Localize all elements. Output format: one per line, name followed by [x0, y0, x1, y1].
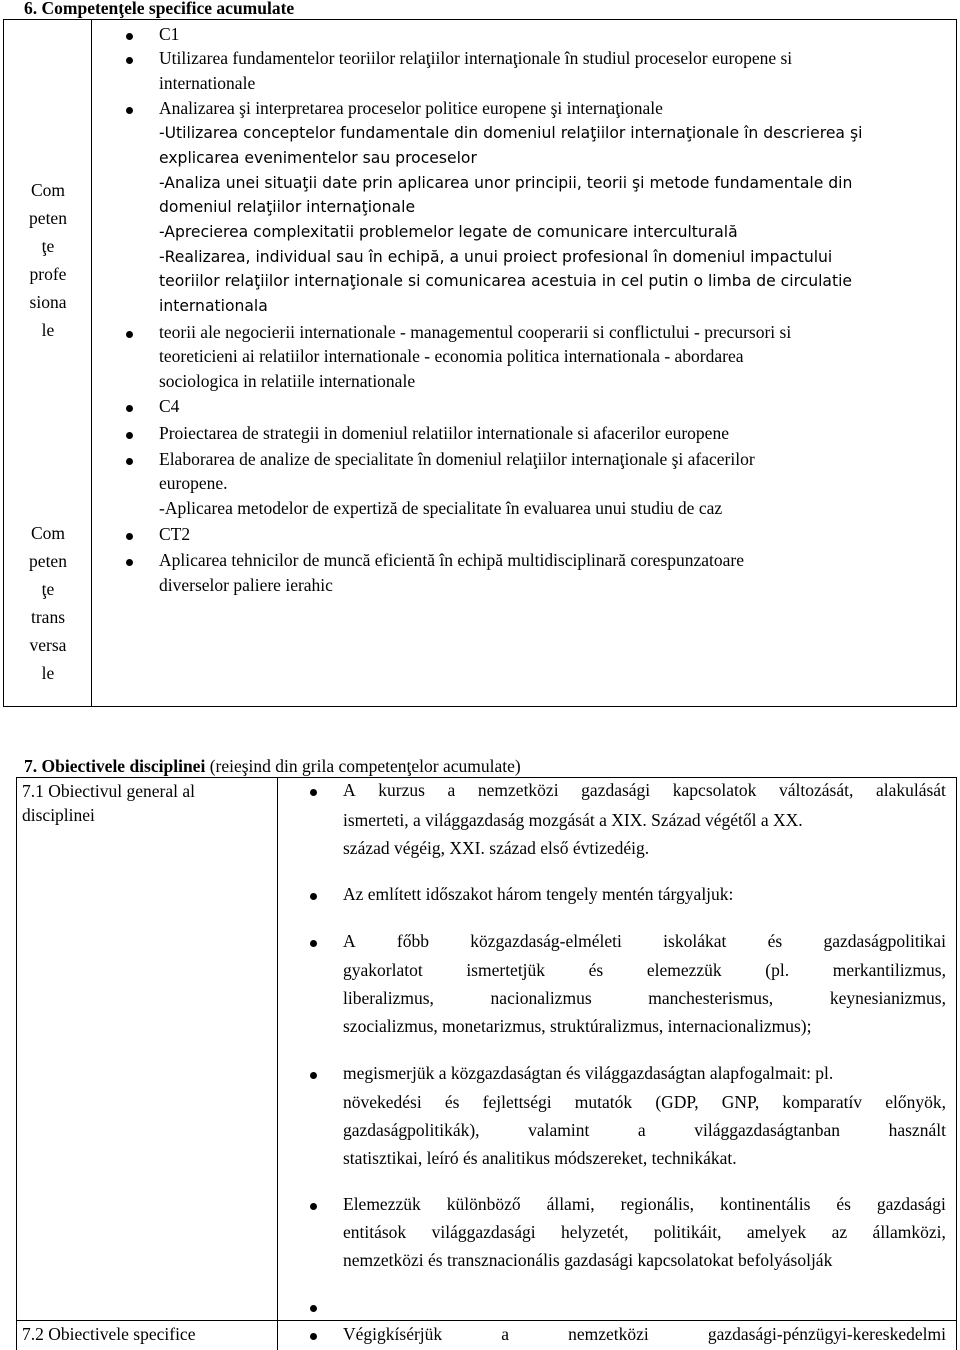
bullet-icon [310, 1072, 317, 1079]
bullet-icon [126, 559, 133, 566]
general-objectives [310, 0, 946, 1350]
word: nacionalizmus [490, 988, 592, 1008]
word: gazdasági [581, 780, 651, 800]
word: kontinentális [720, 1194, 811, 1214]
list-item: Proiectarea de strategii in domeniul relatiilor internationale si afacerilor europene [159, 423, 729, 443]
list-item-cont: diverselor paliere ierahic [159, 575, 333, 595]
word: államközi, [872, 1222, 946, 1242]
word: kurzus [378, 780, 425, 800]
section-6-number: 6. [24, 0, 38, 18]
word: különböző [446, 1194, 521, 1214]
list-item: teorii ale negocierii internationale - managementul cooperarii si conflictului - precursori si [159, 322, 792, 342]
table7-column-divider [277, 777, 278, 1350]
objective-line [343, 1192, 946, 1217]
word: GNP, [721, 1092, 760, 1112]
word: növekedési [343, 1092, 422, 1112]
word: komparatív [782, 1092, 863, 1112]
specific-objectives-label: 7.2 Obiectivele specifice [22, 1324, 196, 1344]
word: regionális, [620, 1194, 695, 1214]
bullet-icon [126, 458, 133, 465]
word: ismertetjük [466, 960, 546, 980]
word: politikáit, [653, 1222, 722, 1242]
bullet-icon [126, 107, 133, 114]
bullet-icon [310, 893, 317, 900]
objective-line: Az említett időszakot három tengely mentén tárgyaljuk: [343, 884, 734, 904]
word: entitások [343, 1222, 407, 1242]
word: előnyök, [885, 1092, 946, 1112]
list-item: Analizarea şi interpretarea proceselor politice europene şi internaţionale [159, 98, 663, 118]
word: iskolákat [663, 931, 727, 951]
word: gazdasági [876, 1194, 946, 1214]
prof-label-part: siona [29, 292, 67, 312]
objective-line: megismerjük a közgazdaságtan és világgazdaságtan alapfogalmait: pl. [343, 1063, 834, 1083]
objective-line: század végéig, XXI. század első évtizedéig. [343, 838, 650, 858]
word: nemzetközi [477, 780, 559, 800]
list-item: Elaborarea de analize de specialitate în domeniul relaţiilor internaţionale şi afacerilor [159, 449, 755, 469]
word: fejlettségi [482, 1092, 552, 1112]
list-item-cont: -Utilizarea conceptelor fundamentale din domeniul relaţiilor internaţionale în descrierea şi [159, 124, 863, 142]
bullet-icon [310, 1333, 317, 1340]
prof-label-part: peten [29, 208, 67, 228]
objective-line: nemzetközi és transznacionális gazdasági kapcsolatokat befolyásolják [343, 1250, 833, 1270]
bullet-icon [310, 1305, 317, 1312]
general-objective-label: 7.1 Obiectivul general al [22, 781, 195, 801]
list-item: Aplicarea tehnicilor de muncă eficientă în echipă multidisciplinară corespunzatoare [159, 550, 745, 570]
word: Végigkísérjük [343, 1324, 443, 1344]
word: változását, [778, 780, 854, 800]
word: (GDP, [655, 1092, 699, 1112]
trans-label-part: peten [29, 551, 67, 571]
word: gazdasági-pénzügyi-kereskedelmi [707, 1324, 946, 1344]
list-item-cont: -Realizarea, individual sau în echipă, a unui proiect profesional în domeniul impactului [159, 248, 833, 266]
word: az [831, 1222, 848, 1242]
list-item-cont: internationala [159, 297, 268, 315]
word: keynesianizmus, [829, 988, 946, 1008]
word: elemezzük [646, 960, 722, 980]
trans-competence-label [4, 519, 92, 687]
section-7-subtitle: (reieşind din grila competenţelor acumulate) [209, 756, 521, 776]
word: (pl. [765, 960, 790, 980]
word: amelyek [746, 1222, 807, 1242]
objective-line [343, 778, 946, 803]
prof-label-part: profe [29, 264, 67, 284]
objective-line: ismerteti, a világgazdaság mozgását a XIX. Század végétől a XX. [343, 810, 803, 830]
word: a [501, 1324, 510, 1344]
word: A [343, 931, 356, 951]
list-item: CT2 [159, 524, 191, 544]
list-item: Utilizarea fundamentelor teoriilor relaţiilor internaţionale în studiul proceselor europene si [159, 48, 793, 68]
list-item: C4 [159, 396, 180, 416]
word: gazdaságpolitikák), [343, 1120, 480, 1140]
word: világgazdaságtanban [694, 1120, 841, 1140]
trans-label-part: ţe [41, 579, 55, 599]
list-item-cont: explicarea evenimentelor sau proceselor [159, 149, 477, 167]
list-item-cont: -Aplicarea metodelor de expertiză de specialitate în evaluarea unui studiu de caz [159, 498, 723, 518]
objective-line [343, 1090, 946, 1115]
bullet-icon [126, 57, 133, 64]
word: használt [888, 1120, 946, 1140]
table7-right-border [956, 777, 957, 1350]
word: és [767, 931, 783, 951]
specific-objective-line [343, 1322, 946, 1347]
trans-label-part: versa [29, 635, 67, 655]
word: és [836, 1194, 851, 1214]
objective-line: szocializmus, monetarizmus, struktúralizmus, internacionalizmus); [343, 1016, 812, 1036]
word: a [447, 780, 456, 800]
bullet-icon [126, 405, 133, 412]
word: főbb [396, 931, 429, 951]
prof-label-part: Com [30, 180, 66, 200]
word: a [637, 1120, 646, 1140]
objective-line [343, 1118, 946, 1143]
trans-label-part: trans [30, 607, 66, 627]
word: liberalizmus, [343, 988, 434, 1008]
prof-label-part: ţe [41, 236, 55, 256]
word: gazdaságpolitikai [823, 931, 946, 951]
section-7-number: 7. [24, 756, 38, 776]
list-item-cont: teoreticieni ai relatiilor internationale - economia politica internationala - abordarea [159, 346, 744, 366]
list-item-cont: -Aprecierea complexitatii problemelor legate de comunicare interculturală [159, 223, 738, 241]
prof-competence-label [4, 176, 92, 344]
word: gyakorlatot [343, 960, 423, 980]
bullet-icon [310, 1203, 317, 1210]
word: világgazdasági [431, 1222, 536, 1242]
list-item-cont: teoriilor relaţiilor internaţionale si comunicarea acestuia in cel putin o limba de circulatie [159, 272, 853, 290]
objective-line [343, 1220, 946, 1245]
trans-label-part: le [41, 663, 55, 683]
list-item-cont: -Analiza unei situaţii date prin aplicarea unor principii, teorii şi metode fundamentale din [159, 174, 853, 192]
bullet-icon [126, 33, 133, 40]
objective-line [343, 986, 946, 1011]
bullet-icon [310, 940, 317, 947]
bullet-icon [126, 432, 133, 439]
objective-line [343, 929, 946, 954]
word: valamint [528, 1120, 590, 1140]
bullet-icon [126, 331, 133, 338]
general-objective-label-cont: disciplinei [22, 805, 95, 825]
word: nemzetközi [568, 1324, 649, 1344]
word: közgazdaság-elméleti [470, 931, 622, 951]
objective-line [343, 958, 946, 983]
table6-right-border [956, 19, 957, 707]
list-item-cont: internationale [159, 73, 256, 93]
word: állami, [546, 1194, 595, 1214]
list-item-cont: europene. [159, 473, 228, 493]
word: merkantilizmus, [832, 960, 946, 980]
word: Elemezzük [343, 1194, 421, 1214]
objective-line: statisztikai, leíró és analitikus módszereket, technikákat. [343, 1148, 737, 1168]
word: manchesterismus, [648, 988, 774, 1008]
bullet-icon [310, 789, 317, 796]
bullet-icon [126, 533, 133, 540]
section-6-heading: Competenţele specifice acumulate [41, 0, 295, 18]
word: helyzetét, [560, 1222, 629, 1242]
section-7-heading: Obiectivele disciplinei [41, 756, 206, 776]
word: alakulását [875, 780, 946, 800]
list-item-cont: domeniul relaţiilor internaţionale [159, 198, 416, 216]
prof-label-part: le [41, 320, 55, 340]
list-item-cont: sociologica in relatiile internationale [159, 371, 416, 391]
word: és [444, 1092, 460, 1112]
word: és [588, 960, 604, 980]
trans-label-part: Com [30, 523, 66, 543]
word: A [343, 780, 356, 800]
table7-left-border [16, 777, 17, 1350]
word: kapcsolatok [672, 780, 757, 800]
list-item: C1 [159, 24, 180, 44]
word: mutatók [574, 1092, 633, 1112]
